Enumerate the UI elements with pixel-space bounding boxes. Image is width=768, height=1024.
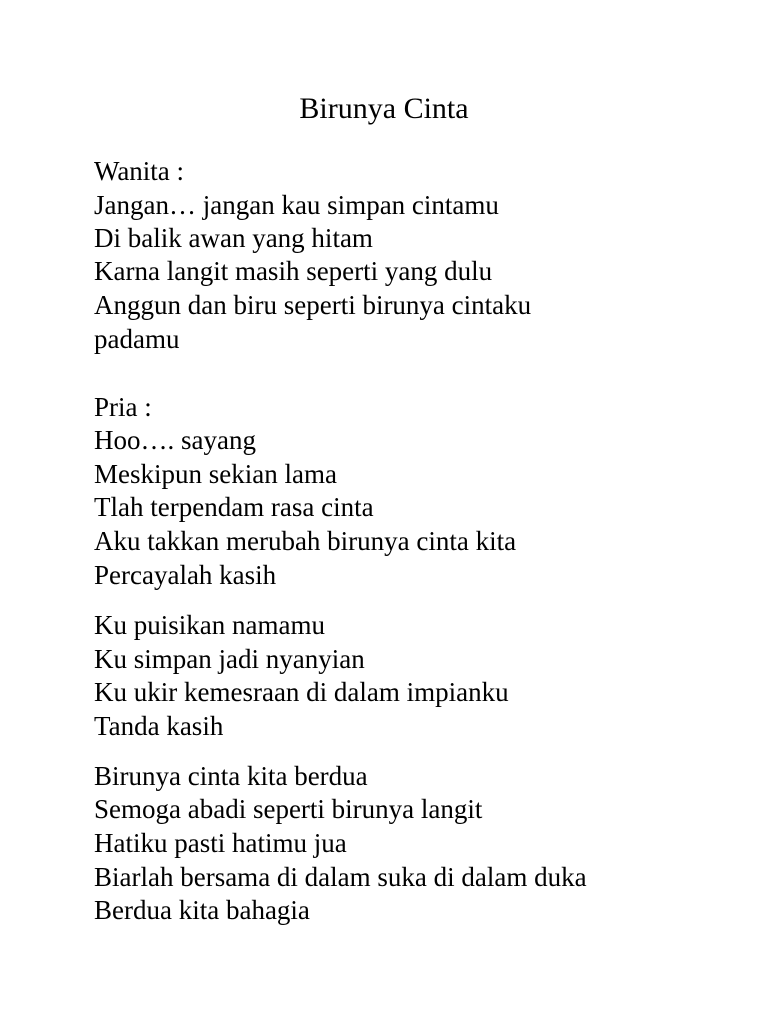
lyric-line: Ku puisikan namamu — [94, 610, 325, 640]
lyric-line: Tlah terpendam rasa cinta — [94, 492, 374, 522]
lyric-line: Anggun dan biru seperti birunya cintaku — [94, 290, 532, 320]
lyric-line: Tanda kasih — [94, 711, 224, 741]
lyric-line: Birunya cinta kita berdua — [94, 761, 368, 791]
lyric-line: Di balik awan yang hitam — [94, 223, 373, 253]
lyric-line: Hoo…. sayang — [94, 425, 256, 455]
lyric-line: Percayalah kasih — [94, 560, 277, 590]
lyric-line: padamu — [94, 324, 180, 354]
lyric-line: Semoga abadi seperti birunya langit — [94, 794, 483, 824]
lyric-line: Meskipun sekian lama — [94, 459, 337, 489]
lyric-line: Berdua kita bahagia — [94, 895, 310, 925]
lyric-line: Jangan… jangan kau simpan cintamu — [94, 190, 499, 220]
lyric-line: Hatiku pasti hatimu jua — [94, 828, 347, 858]
page-title: Birunya Cinta — [299, 92, 469, 125]
speaker-label-pria: Pria : — [94, 392, 152, 422]
lyric-line: Biarlah bersama di dalam suka di dalam duka — [94, 862, 587, 892]
lyric-line: Ku simpan jadi nyanyian — [94, 644, 365, 674]
lyric-line: Ku ukir kemesraan di dalam impianku — [94, 677, 509, 707]
lyric-line: Aku takkan merubah birunya cinta kita — [94, 526, 517, 556]
lyric-line: Karna langit masih seperti yang dulu — [94, 256, 493, 286]
speaker-label-wanita: Wanita : — [94, 156, 185, 186]
